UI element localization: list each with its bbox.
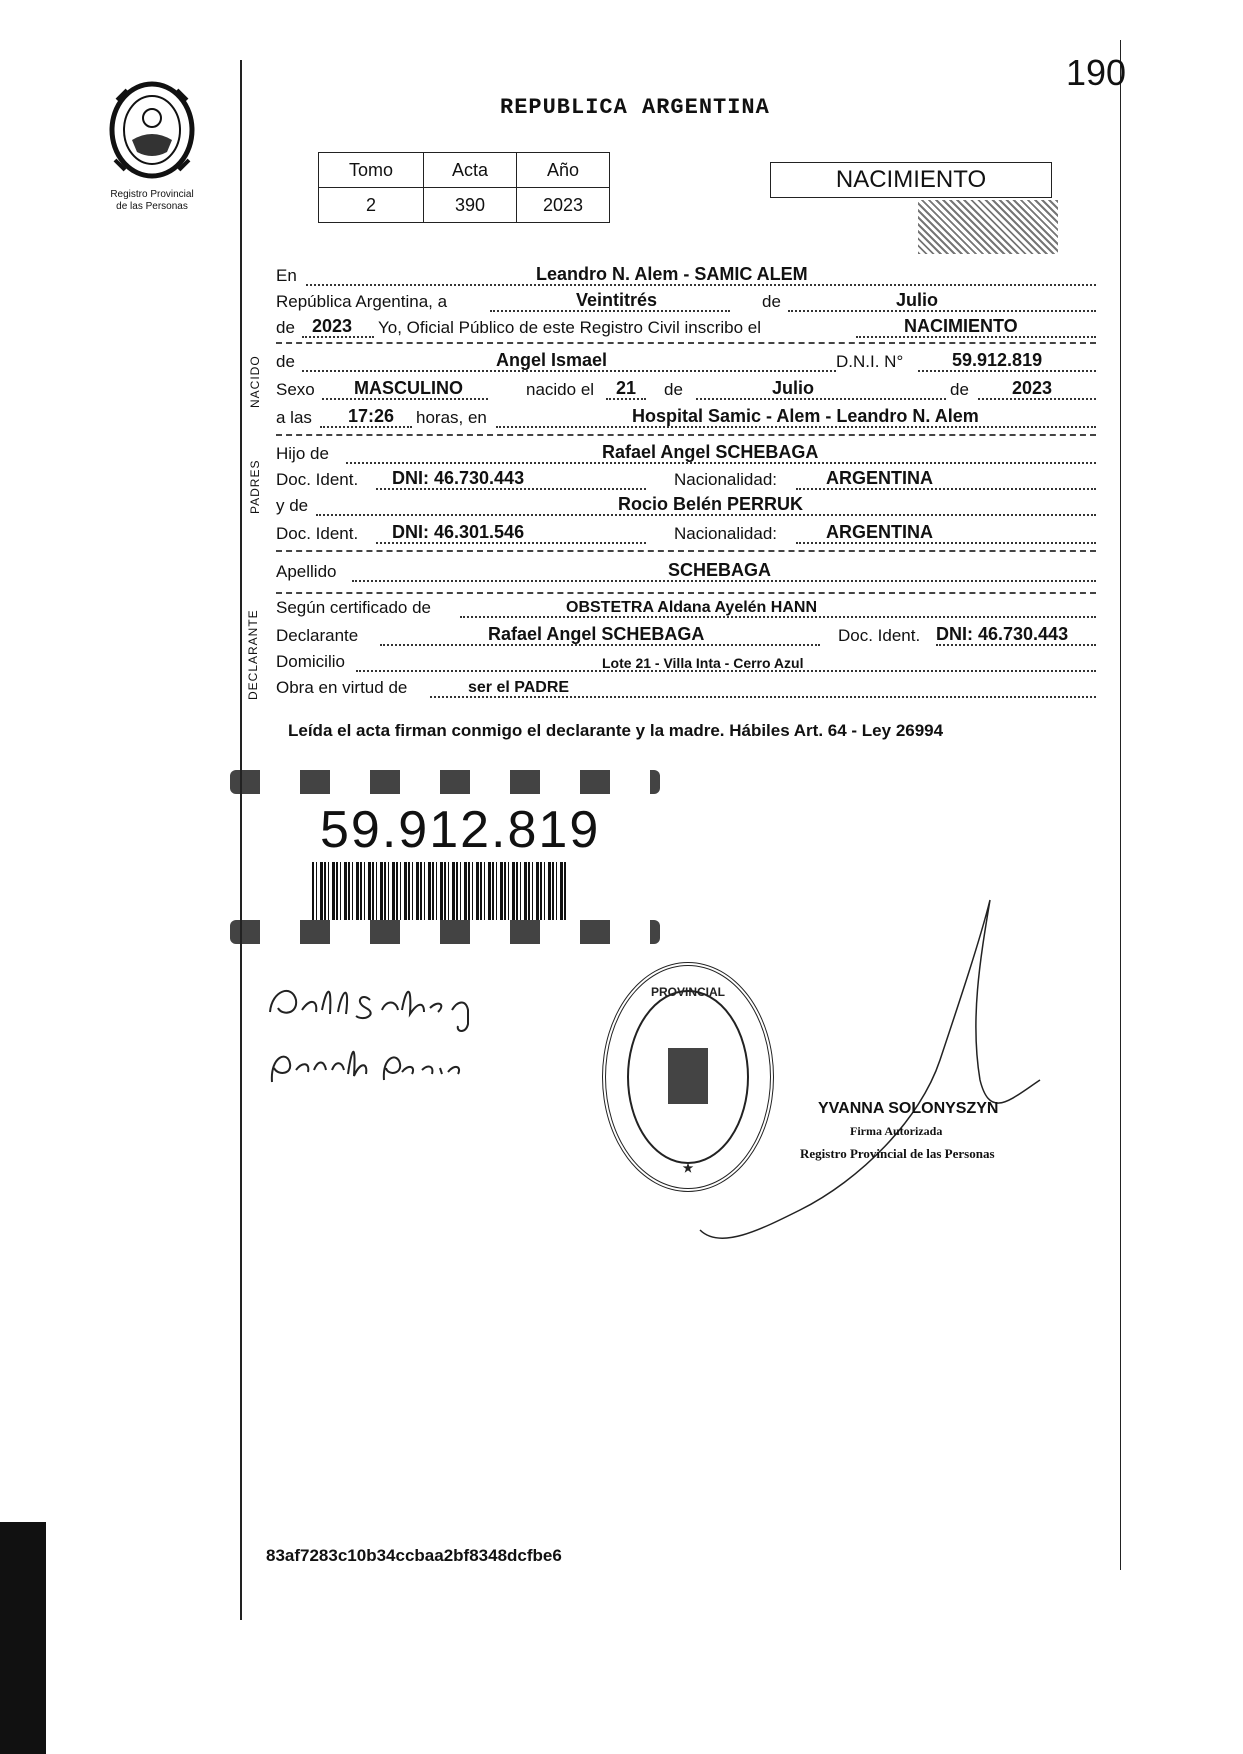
tipo-value: NACIMIENTO xyxy=(904,316,1018,336)
en-label: En xyxy=(276,266,297,285)
doc2-value: DNI: 46.301.546 xyxy=(392,522,525,542)
official-organization: Registro Provincial de las Personas xyxy=(800,1146,995,1161)
row-domicilio xyxy=(276,648,1096,674)
nombre-label: de xyxy=(276,352,295,371)
row-padre-doc xyxy=(276,466,1096,492)
row-apellido xyxy=(276,558,1096,584)
domicilio-value: Lote 21 - Villa Inta - Cerro Azul xyxy=(602,655,804,671)
logo-caption-line2: de las Personas xyxy=(116,201,188,212)
declarante-label: Declarante xyxy=(276,626,359,645)
nac2-value: ARGENTINA xyxy=(826,522,933,542)
dni-label: D.N.I. N° xyxy=(836,352,904,371)
scan-edge-bar xyxy=(0,1522,46,1754)
separator xyxy=(276,342,1096,344)
hora-value: 17:26 xyxy=(348,406,395,426)
anio-value: 2023 xyxy=(312,316,353,336)
left-margin-line xyxy=(240,60,242,1620)
logo-caption-line1: Registro Provincial xyxy=(110,189,194,200)
table-cell-tomo: 2 xyxy=(319,188,424,223)
a-las-label: a las xyxy=(276,408,312,427)
nac1-label: Nacionalidad: xyxy=(674,470,778,489)
reference-table xyxy=(318,152,610,223)
obra-label: Obra en virtud de xyxy=(276,678,408,697)
registry-seal xyxy=(602,962,774,1192)
apellido-value: SCHEBAGA xyxy=(668,560,772,580)
decl-doc-label: Doc. Ident. xyxy=(838,626,921,645)
de-label: de xyxy=(762,292,781,311)
seal-graphic xyxy=(606,966,770,1188)
doc1-value: DNI: 46.730.443 xyxy=(392,468,525,488)
obra-value: ser el PADRE xyxy=(468,679,570,696)
right-margin-line xyxy=(1120,40,1121,1570)
legal-text: Leída el acta firman conmigo el declarante y la madre. Hábiles Art. 64 - Ley 26994 xyxy=(288,721,944,740)
dni-sticker-number: 59.912.819 xyxy=(320,801,601,859)
section-label-nacido: NACIDO xyxy=(248,355,262,408)
sticker-pattern-bottom xyxy=(230,920,660,944)
apellido-label: Apellido xyxy=(276,562,337,581)
official-name: YVANNA SOLONYSZYN xyxy=(818,1100,999,1117)
row-madre xyxy=(276,492,1096,518)
sticker-pattern-top xyxy=(230,770,660,794)
official-role: Firma Autorizada xyxy=(850,1124,943,1138)
row-certificado xyxy=(276,594,1096,620)
svg-text:PROVINCIAL: PROVINCIAL xyxy=(650,985,726,999)
row-nombre xyxy=(276,348,1096,374)
doc1-label: Doc. Ident. xyxy=(276,470,359,489)
row-declarante xyxy=(276,622,1096,648)
republica-label: República Argentina, a xyxy=(276,292,448,311)
mes-value: Julio xyxy=(896,290,939,310)
document-hash: 83af7283c10b34ccbaa2bf8348dcfbe6 xyxy=(266,1546,562,1565)
nombre-value: Angel Ismael xyxy=(496,350,608,370)
table-header-tomo: Tomo xyxy=(319,153,424,188)
dia-value: Veintitrés xyxy=(576,290,658,310)
nac2-label: Nacionalidad: xyxy=(674,524,778,543)
lugar-value: Hospital Samic - Alem - Leandro N. Alem xyxy=(632,406,979,426)
nacido-de2-label: de xyxy=(950,380,969,399)
row-hora-lugar xyxy=(276,404,1096,430)
record-type-box: NACIMIENTO xyxy=(770,162,1052,198)
horas-label: horas, en xyxy=(416,408,487,427)
en-value: Leandro N. Alem - SAMIC ALEM xyxy=(536,264,808,284)
sexo-value: MASCULINO xyxy=(354,378,463,398)
separator xyxy=(276,550,1096,552)
row-inscripcion xyxy=(276,314,1096,340)
oficial-text: Yo, Oficial Público de este Registro Civil inscribo el xyxy=(378,318,761,337)
nacido-mes: Julio xyxy=(772,378,815,398)
table-header-acta: Acta xyxy=(424,153,517,188)
doc2-label: Doc. Ident. xyxy=(276,524,359,543)
nacido-label: nacido el xyxy=(526,380,595,399)
padre-value: Rafael Angel SCHEBAGA xyxy=(602,442,819,462)
section-label-declarante: DECLARANTE xyxy=(246,609,260,700)
handwritten-signatures xyxy=(262,970,522,1090)
yde-label: y de xyxy=(276,496,309,515)
country-title: REPUBLICA ARGENTINA xyxy=(500,95,770,120)
security-pattern xyxy=(918,200,1058,254)
coat-of-arms-icon xyxy=(107,80,197,180)
row-obra xyxy=(276,674,1096,700)
row-en xyxy=(276,262,1096,288)
row-fecha xyxy=(276,288,1096,314)
cert-value: OBSTETRA Aldana Ayelén HANN xyxy=(566,599,817,616)
barcode xyxy=(312,862,568,920)
dni-value: 59.912.819 xyxy=(952,350,1043,370)
section-label-padres: PADRES xyxy=(248,459,262,514)
row-madre-doc xyxy=(276,520,1096,546)
separator xyxy=(276,434,1096,436)
table-cell-acta: 390 xyxy=(424,188,517,223)
domicilio-label: Domicilio xyxy=(276,652,345,671)
row-padre xyxy=(276,440,1096,466)
de2-label: de xyxy=(276,318,295,337)
nac1-value: ARGENTINA xyxy=(826,468,933,488)
declarante-value: Rafael Angel SCHEBAGA xyxy=(488,624,705,644)
svg-text:★: ★ xyxy=(682,1161,694,1175)
madre-value: Rocio Belén PERRUK xyxy=(618,494,804,514)
sexo-label: Sexo xyxy=(276,380,315,399)
nacido-dia: 21 xyxy=(616,378,637,398)
cert-label: Según certificado de xyxy=(276,598,431,617)
hijo-label: Hijo de xyxy=(276,444,329,463)
nacido-anio: 2023 xyxy=(1012,378,1053,398)
registry-logo xyxy=(92,80,212,213)
table-header-anio: Año xyxy=(517,153,610,188)
nacido-de-label: de xyxy=(664,380,683,399)
row-sexo xyxy=(276,376,1096,402)
table-cell-anio: 2023 xyxy=(517,188,610,223)
decl-doc-value: DNI: 46.730.443 xyxy=(936,624,1069,644)
page-number: 190 xyxy=(1066,52,1127,93)
